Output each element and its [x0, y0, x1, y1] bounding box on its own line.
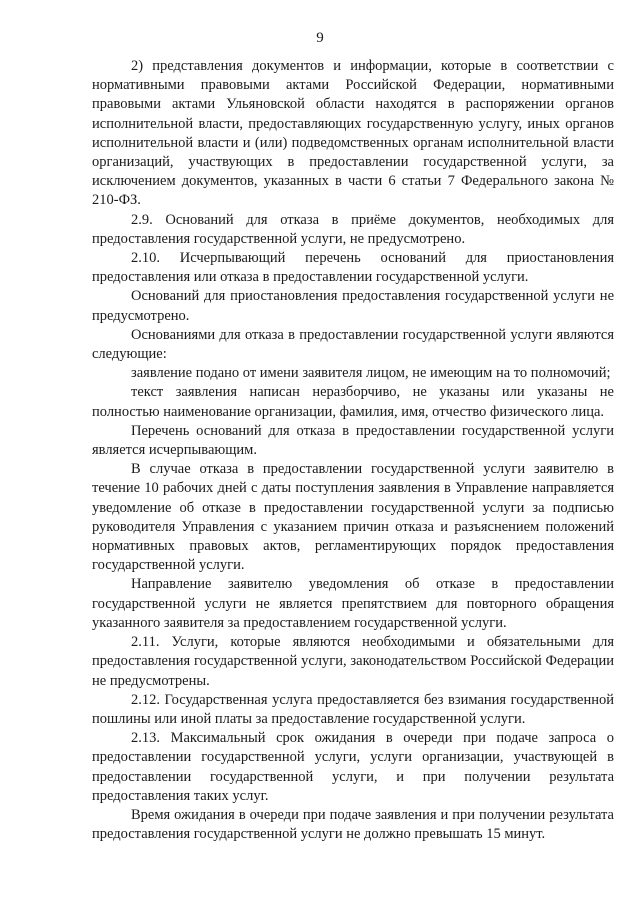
paragraph-2-13: 2.13. Максимальный срок ожидания в очереди при подаче запроса о предоставлении государственной услуги, услуги организации, участвующей в предоставлении государственной услуги, и при получении результата предоставления таких услуг. — [92, 730, 614, 804]
paragraph-repeat-request: Направление заявителю уведомления об отказе в предоставлении государственной услуги не является препятствием для повторного обращения указанного заявителя за предоставлением государственной услуги. — [92, 576, 614, 631]
paragraph-item-2: 2) представления документов и информации, которые в соответствии с нормативными правовыми актами Российской Федерации, нормативными правовыми актами Ульяновской области находятся в распоряжении органов исполнительной власти, предоставляющих государственную услугу, иных органов исполнительной власти и (или) подведомственных органам исполнительной власти организаций, участвующих в предоставлении государственной услуги, за исключением документов, указанных в части 6 статьи 7 Федерального закона № 210-ФЗ. — [92, 58, 614, 209]
paragraph-waiting-time: Время ожидания в очереди при подаче заявления и при получении результата предоставления государственной услуги не должно превышать 15 минут. — [92, 806, 614, 843]
paragraph-refusal-notice: В случае отказа в предоставлении государственной услуги заявителю в течение 10 рабочих дней с даты поступления заявления в Управление направляется уведомление об отказе в предоставлении государственной услуги за подписью руководителя Управления с указанием причин отказа и разъяснением положений нормативных правовых актов, регламентирующих порядок предоставления государственной услуги. — [92, 461, 614, 574]
paragraph-exhaustive-list: Перечень оснований для отказа в предоставлении государственной услуги является исчерпывающим. — [92, 422, 614, 459]
page-number: 9 — [316, 30, 324, 46]
paragraph-no-suspension: Оснований для приостановления предоставления государственной услуги не предусмотрено. — [92, 288, 614, 324]
paragraph-2-11: 2.11. Услуги, которые являются необходимыми и обязательными для предоставления государственной услуги, законодательством Российской Федерации не предусмотрены. — [92, 634, 614, 689]
paragraph-ground-authority: заявление подано от имени заявителя лицом, не имеющим на то полномочий; — [131, 365, 611, 382]
paragraph-ground-illegible: текст заявления написан неразборчиво, не указаны или указаны не полностью наименование организации, фамилия, имя, отчество физического лица. — [92, 384, 614, 420]
paragraph-2-12: 2.12. Государственная услуга предоставляется без взимания государственной пошлины или иной платы за предоставление государственной услуги. — [92, 691, 614, 727]
paragraph-refusal-grounds: Основаниями для отказа в предоставлении государственной услуги являются следующие: — [92, 326, 614, 363]
paragraph-2-10: 2.10. Исчерпывающий перечень оснований для приостановления предоставления или отказа в предоставлении государственной услуги. — [92, 250, 614, 286]
document-body — [92, 57, 614, 844]
paragraph-2-9: 2.9. Оснований для отказа в приёме документов, необходимых для предоставления государственной услуги, не предусмотрено. — [92, 211, 614, 247]
